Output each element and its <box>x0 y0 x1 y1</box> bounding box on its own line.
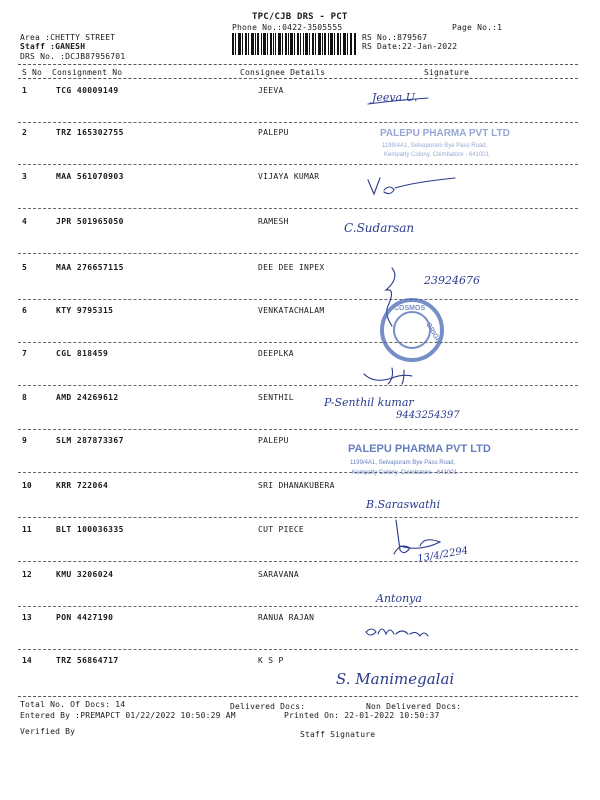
round-seal <box>382 300 443 360</box>
row-sno: 7 <box>22 349 27 358</box>
stamp-text: PALEPU PHARMA PVT LTD <box>380 128 510 139</box>
row-consignment: MAA 276657115 <box>56 263 124 272</box>
signature-text: Jeeva.U. <box>372 91 418 104</box>
signature-row-13 <box>366 629 428 636</box>
row-sno: 5 <box>22 263 27 272</box>
row-consignee: SARAVANA <box>258 570 299 579</box>
row-consignment: KTY 9795315 <box>56 306 114 315</box>
seal-text: COSMOS <box>394 305 426 312</box>
total-docs: Total No. Of Docs: 14 <box>20 700 126 709</box>
signature-text: P-Senthil kumar <box>324 396 414 409</box>
row-consignee: RAMESH <box>258 217 289 226</box>
signature-row-4 <box>344 221 414 235</box>
rs-date: RS Date:22-Jan-2022 <box>362 42 458 51</box>
row-consignee: K S P <box>258 656 284 665</box>
stamp-text: 1199/4A1, Selvapuram Bye Pass Road, <box>382 143 488 149</box>
entered-by: Entered By :PREMAPCT 01/22/2022 10:50:29 AM <box>20 711 236 720</box>
page-number: Page No.:1 <box>452 23 503 32</box>
area-label: Area :CHETTY STREET <box>20 33 116 42</box>
stamp-text: Kempatty Colony, Coimbatore - 641001. <box>352 470 459 476</box>
col-consignee: Consignee Details <box>240 68 326 77</box>
row-sno: 3 <box>22 172 27 181</box>
row-consignee: RANUA RAJAN <box>258 613 315 622</box>
row-sno: 8 <box>22 393 27 402</box>
row-consignment: TCG 40009149 <box>56 86 119 95</box>
signature-text: S. Manimegalai <box>336 670 455 688</box>
seal-text: ORIGIN <box>424 321 443 347</box>
row-consignee: DEE DEE INPEX <box>258 263 325 272</box>
signature-row-1 <box>368 91 428 104</box>
row-sno: 9 <box>22 436 27 445</box>
footer-rule <box>18 696 578 697</box>
row-consignee: SENTHIL <box>258 393 294 402</box>
staff-label: Staff :GANESH <box>20 42 86 51</box>
signature-text: B.Saraswathi <box>366 498 441 511</box>
document-title: TPC/CJB DRS - PCT <box>252 12 348 22</box>
row-consignee: VIJAYA KUMAR <box>258 172 320 181</box>
row-sno: 2 <box>22 128 27 137</box>
row-consignment: KRR 722064 <box>56 481 109 490</box>
phone-number: Phone No.:0422-3505555 <box>232 23 343 32</box>
col-sno: S No <box>22 68 43 77</box>
stamp-text: PALEPU PHARMA PVT LTD <box>348 443 491 455</box>
row-consignee: SRI DHANAKUBERA <box>258 481 335 490</box>
row-consignment: SLM 287873367 <box>56 436 124 445</box>
row-consignment: KMU 3206024 <box>56 570 114 579</box>
row-sno: 11 <box>22 525 32 534</box>
non-delivered-docs: Non Delivered Docs: <box>366 702 462 711</box>
row-consignee: PALEPU <box>258 128 289 137</box>
row-consignee: CUT PIECE <box>258 525 305 534</box>
row-sno: 14 <box>22 656 32 665</box>
row-consignee: PALEPU <box>258 436 289 445</box>
delivered-docs: Delivered Docs: <box>230 702 306 711</box>
row-consignment: JPR 501965050 <box>56 217 124 226</box>
signature-row-3 <box>368 178 455 194</box>
staff-signature: Staff Signature <box>300 730 376 739</box>
row-consignee: DEEPLKA <box>258 349 294 358</box>
row-consignee: JEEVA <box>258 86 284 95</box>
row-consignment: TRZ 56864717 <box>56 656 119 665</box>
row-sno: 6 <box>22 306 27 315</box>
col-consignment: Consignment No <box>52 68 123 77</box>
signature-row-7 <box>364 368 412 384</box>
row-sno: 13 <box>22 613 32 622</box>
signature-row-14 <box>336 670 454 688</box>
signature-text: 23924676 <box>424 274 480 287</box>
row-consignment: AMD 24269612 <box>56 393 119 402</box>
signature-text: C.Sudarsan <box>344 221 415 235</box>
signature-text: 9443254397 <box>396 410 460 421</box>
company-stamp <box>380 128 510 158</box>
signature-text: 13/4/2294 <box>416 545 470 565</box>
printed-on: Printed On: 22-01-2022 10:50:37 <box>284 711 440 720</box>
row-consignment: MAA 561070903 <box>56 172 124 181</box>
row-consignee: VENKATACHALAM <box>258 306 325 315</box>
col-signature: Signature <box>424 68 470 77</box>
row-consignment: CGL 818459 <box>56 349 109 358</box>
signature-row-8 <box>323 396 460 421</box>
row-sno: 4 <box>22 217 27 226</box>
drs-number: DRS No. :DCJB87956701 <box>20 52 126 61</box>
signature-row-10 <box>365 498 440 511</box>
stamp-text: 1199/4A1, Selvapuram Bye Pass Road, <box>350 460 456 466</box>
stamp-text: Kempatty Colony, Coimbatore - 641001. <box>384 152 491 158</box>
row-sno: 12 <box>22 570 32 579</box>
rs-number: RS No.:879567 <box>362 33 428 42</box>
signature-text: Antonya <box>376 592 422 605</box>
row-sno: 10 <box>22 481 32 490</box>
row-sno: 1 <box>22 86 27 95</box>
signature-row-11 <box>394 520 469 565</box>
company-stamp <box>348 443 491 476</box>
signature-row-12 <box>375 592 422 605</box>
verified-by: Verified By <box>20 727 76 736</box>
row-consignment: TRZ 165302755 <box>56 128 124 137</box>
row-consignment: BLT 100036335 <box>56 525 124 534</box>
row-consignment: PON 4427190 <box>56 613 114 622</box>
